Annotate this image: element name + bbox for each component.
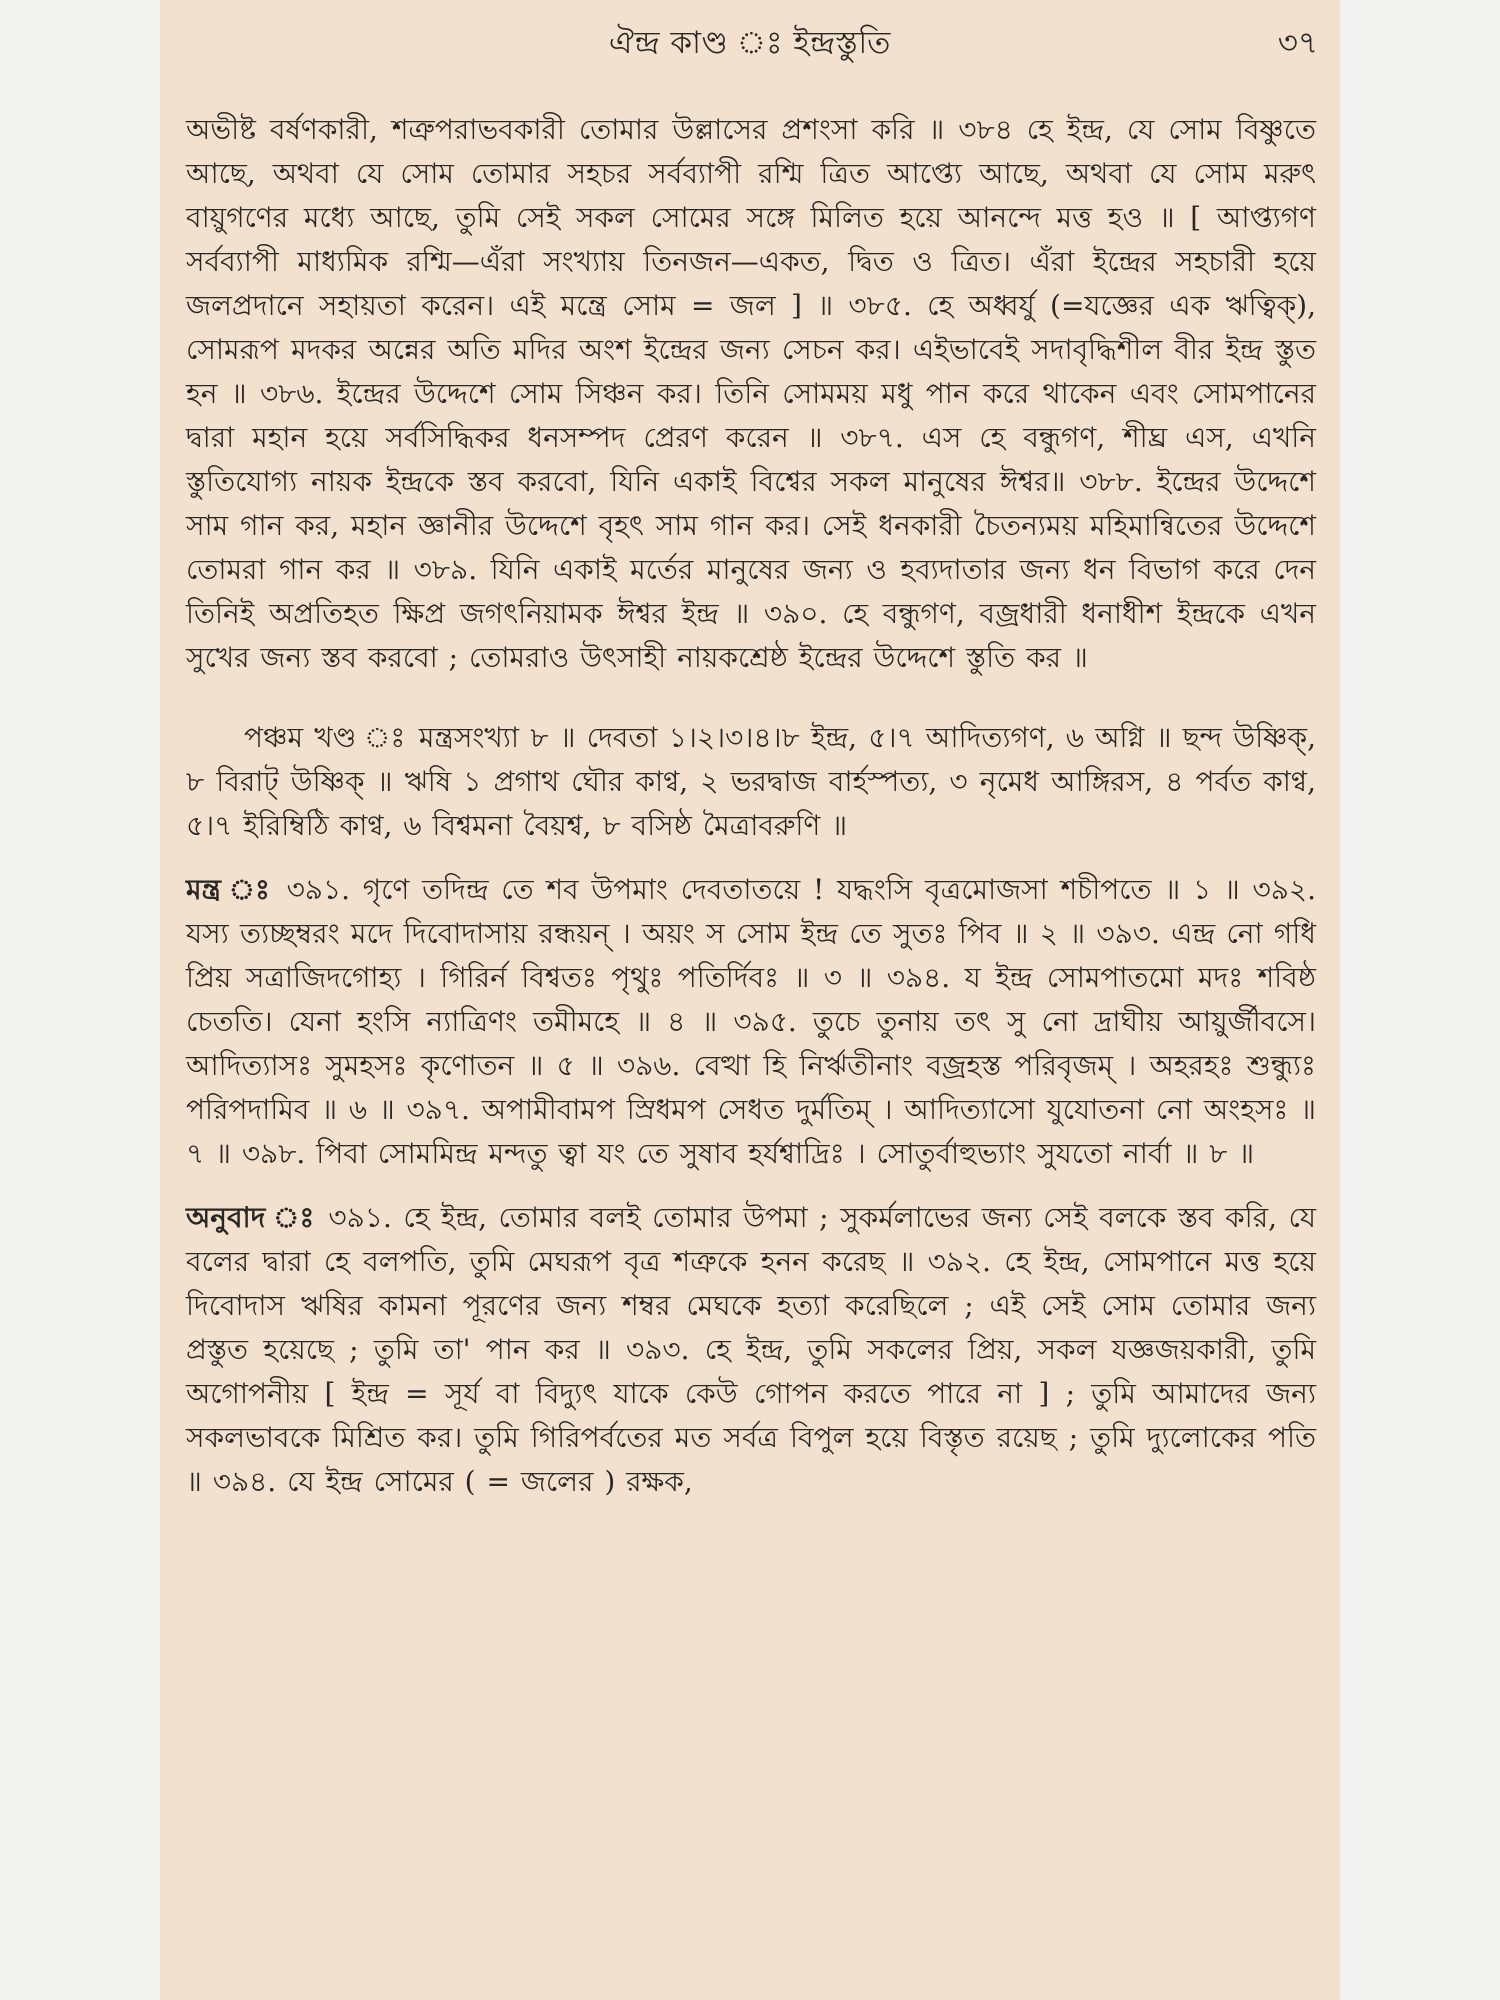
running-title: ঐন্দ্র কাণ্ড ঃ ইন্দ্রস্তুতি [609,25,891,61]
section-heading-fifth-khanda [186,716,1316,848]
paragraph-text: অভীষ্ট বর্ষণকারী, শত্রুপরাভবকারী তোমার উল্লাসের প্রশংসা করি ॥ ৩৮৪ হে ইন্দ্র, যে সোম বিষ্ণুতে আছে, অথবা যে সোম তোমার সহচর সর্বব্যাপী রশ্মি ত্রিত আপ্ত্যে আছে, অথবা যে সোম মরুৎ বায়ুগণের মধ্যে আছে, তুমি সেই সকল সোমের সঙ্গে মিলিত হয়ে আনন্দে মত্ত হও ॥ [ আপ্ত্যগণ সর্বব্যাপী মাধ্যমিক রশ্মি—এঁরা সংখ্যায় তিনজন—একত, দ্বিত ও ত্রিত। এঁরা ইন্দ্রের সহচারী হয়ে জলপ্রদানে সহায়তা করেন। এই মন্ত্রে সোম = জল ] ॥ ৩৮৫. হে অধ্বর্যু (=যজ্ঞের এক ঋত্বিক্), সোমরূপ মদকর অন্নের অতি মদির অংশ ইন্দ্রের জন্য সেচন কর। এইভাবেই সদাবৃদ্ধিশীল বীর ইন্দ্র স্তুত হন ॥ ৩৮৬. ইন্দ্রের উদ্দেশে সোম সিঞ্চন কর। তিনি সোমময় মধু পান করে থাকেন এবং সোমপানের দ্বারা মহান হয়ে সর্বসিদ্ধিকর ধনসম্পদ প্রেরণ করেন ॥ ৩৮৭. এস হে বন্ধুগণ, শীঘ্র এস, এখনি স্তুতিযোগ্য নায়ক ইন্দ্রকে স্তব করবো, যিনি একাই বিশ্বের সকল মানুষের ঈশ্বর॥ ৩৮৮. ইন্দ্রের উদ্দেশে সাম গান কর, মহান জ্ঞানীর উদ্দেশে বৃহৎ সাম গান কর। সেই ধনকারী চৈতন্যময় মহিমান্বিতের উদ্দেশে তোমরা গান কর ॥ ৩৮৯. যিনি একাই মর্তের মানুষের জন্য ও হব্যদাতার জন্য ধন বিভাগ করে দেন তিনিই অপ্রতিহত ক্ষিপ্র জগৎনিয়ামক ঈশ্বর ইন্দ্র ॥ ৩৯০. হে বন্ধুগণ, বজ্রধারী ধনাধীশ ইন্দ্রকে এখন সুখের জন্য স্তব করবো ; তোমরাও উৎসাহী নায়কশ্রেষ্ঠ ইন্দ্রের উদ্দেশে স্তুতি কর ॥ [186,113,1316,674]
page-header [160,18,1340,68]
paragraph-text: পঞ্চম খণ্ড ঃ মন্ত্রসংখ্যা ৮ ॥ দেবতা ১।২।৩।৪।৮ ইন্দ্র, ৫।৭ আদিত্যগণ, ৬ অগ্নি ॥ ছন্দ উষ্ণিক্, ৮ বিরাট্ উষ্ণিক্ ॥ ঋষি ১ প্রগাথ ঘৌর কাণ্ব, ২ ভরদ্বাজ বার্হস্পত্য, ৩ নৃমেধ আঙ্গিরস, ৪ পর্বত কাণ্ব, ৫।৭ ইরিম্বিঠি কাণ্ব, ৬ বিশ্বমনা বৈয়শ্ব, ৮ বসিষ্ঠ মৈত্রাবরুণি ॥ [186,721,1316,842]
paragraph-translation [186,1196,1316,1504]
body-text [186,108,1316,1504]
paragraph-text: ৩৯১. হে ইন্দ্র, তোমার বলই তোমার উপমা ; সুকর্মলাভের জন্য সেই বলকে স্তব করি, যে বলের দ্বারা হে বলপতি, তুমি মেঘরূপ বৃত্র শত্রুকে হনন করেছ ॥ ৩৯২. হে ইন্দ্র, সোমপানে মত্ত হয়ে দিবোদাস ঋষির কামনা পূরণের জন্য শম্বর মেঘকে হত্যা করেছিলে ; এই সেই সোম তোমার জন্য প্রস্তুত হয়েছে ; তুমি তা' পান কর ॥ ৩৯৩. হে ইন্দ্র, তুমি সকলের প্রিয়, সকল যজ্ঞজয়কারী, তুমি অগোপনীয় [ ইন্দ্র = সূর্য বা বিদ্যুৎ যাকে কেউ গোপন করতে পারে না ] ; তুমি আমাদের জন্য সকলভাবকে মিশ্রিত কর। তুমি গিরিপর্বতের মত সর্বত্র বিপুল হয়ে বিস্তৃত রয়েছ ; তুমি দ্যুলোকের পতি ॥ ৩৯৪. যে ইন্দ্র সোমের ( = জলের ) রক্ষক, [186,1201,1316,1498]
page-number: ৩৭ [1277,25,1318,61]
paragraph-mantra [186,868,1316,1176]
mantra-label: মন্ত্র ঃ [186,873,274,906]
paragraph-text: ৩৯১. গৃণে তদিন্দ্র তে শব উপমাং দেবতাতয়ে ! যদ্ধংসি বৃত্রমোজসা শচীপতে ॥ ১ ॥ ৩৯২. যস্য ত্যচ্ছম্বরং মদে দিবোদাসায় রন্ধয়ন্ । অয়ং স সোম ইন্দ্র তে সুতঃ পিব ॥ ২ ॥ ৩৯৩. এন্দ্র নো গধি প্রিয় সত্রাজিদগোহ্য । গিরির্ন বিশ্বতঃ পৃথুঃ পতির্দিবঃ ॥ ৩ ॥ ৩৯৪. য ইন্দ্র সোমপাতমো মদঃ শবিষ্ঠ চেততি। যেনা হংসি ন্যাত্রিণং তমীমহে ॥ ৪ ॥ ৩৯৫. তুচে তুনায় তৎ সু নো দ্রাঘীয় আয়ুর্জীবসে। আদিত্যাসঃ সুমহসঃ কৃণোতন ॥ ৫ ॥ ৩৯৬. বেত্থা হি নির্ঋতীনাং বজ্রহস্ত পরিবৃজম্ । অহরহঃ শুন্ধ্যুঃ পরিপদামিব ॥ ৬ ॥ ৩৯৭. অপামীবামপ স্রিধমপ সেধত দুর্মতিম্ । আদিত্যাসো যুযোতনা নো অংহসঃ ॥ ৭ ॥ ৩৯৮. পিবা সোমমিন্দ্র মন্দতু ত্বা যং তে সুষাব হর্যশ্বাদ্রিঃ । সোতুর্বাহুভ্যাং সুযতো নার্বা ॥ ৮ ॥ [186,873,1317,1170]
translation-label: অনুবাদ ঃ [186,1201,317,1234]
book-page [160,0,1340,2000]
paragraph-stanzas-384-390 [186,108,1316,680]
